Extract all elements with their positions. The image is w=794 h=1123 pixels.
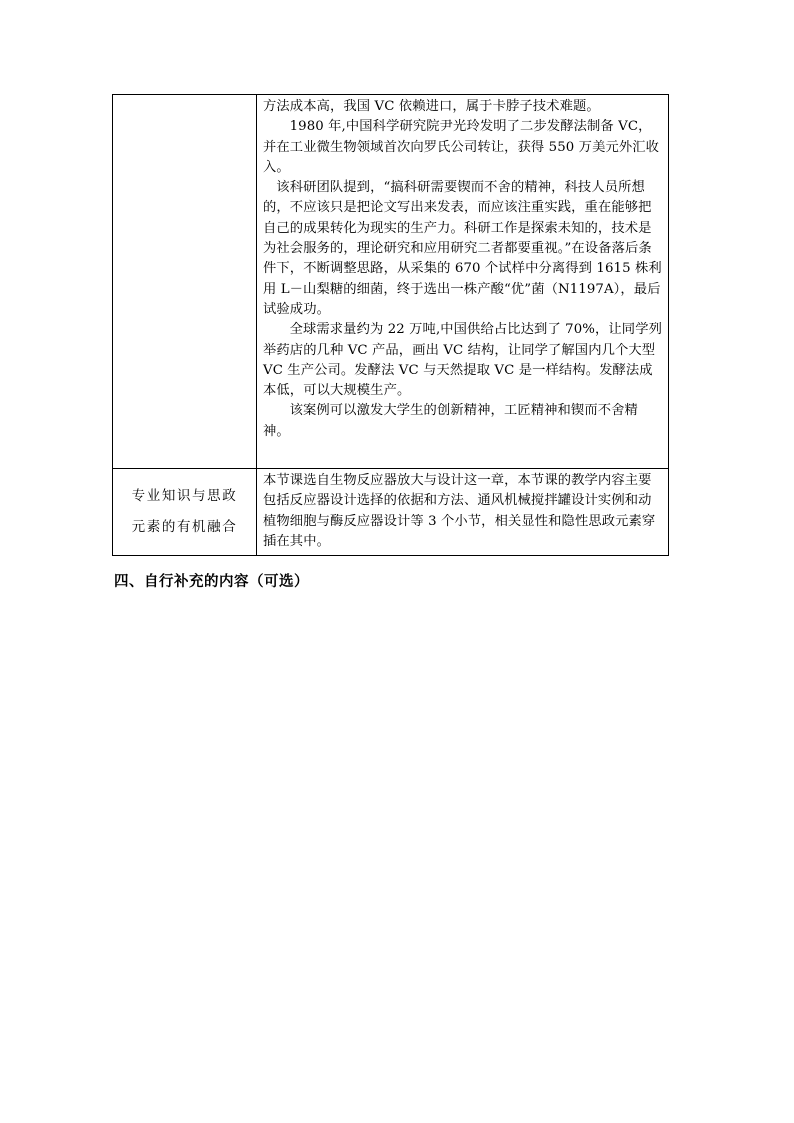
row-label-line: 元素的有机融合 — [131, 519, 238, 536]
integration-description-cell — [257, 469, 669, 556]
table-row — [113, 469, 669, 556]
case-description-cell — [257, 95, 669, 469]
section-heading: 四、自行补充的内容（可选） — [114, 574, 309, 590]
content-table — [112, 94, 669, 556]
paragraph: 该科研团队提到，“搞科研需要锲而不舍的精神，科技人员所想的，不应该只是把论文写出来发表，而应该注重实践，重在能够把自己的成果转化为现实的生产力。科研工作是探索未知的，技术是为社会服务的，理论研究和应用研究二者都要重视。”在设备落后条件下，不断调整思路，从采集的 670 个试样中分离得到 1615 株利用 L－山梨糖的细菌，终于选出一株产酸“优”菌（N1197A），最后试验成功。 — [263, 180, 662, 317]
paragraph: 1980 年,中国科学研究院尹光玲发明了二步发酵法制备 VC，并在工业微生物领域首次向罗氏公司转让，获得 550 万美元外汇收入。 — [263, 119, 660, 175]
table-row — [113, 95, 669, 469]
paragraph: 本节课选自生物反应器放大与设计这一章，本节课的教学内容主要包括反应器设计选择的依据和方法、通风机械搅拌罐设计实例和动植物细胞与酶反应器设计等 3 个小节，相关显性和隐性思政元素穿插在其中。 — [263, 473, 656, 549]
paragraph: 该案例可以激发大学生的创新精神，工匠精神和锲而不舍精神。 — [263, 403, 638, 439]
row-label-line: 专业知识与思政 — [131, 488, 238, 505]
paragraph: 方法成本高，我国 VC 依赖进口，属于卡脖子技术难题。 — [263, 99, 600, 114]
paragraph: 全球需求量约为 22 万吨,中国供给占比达到了 70%，让同学列举药店的几种 VC 产品，画出 VC 结构，让同学了解国内几个大型 VC 生产公司。发酵法 VC 与天然提取 VC 是一样结构。发酵法成本低，可以大规模生产。 — [263, 322, 663, 399]
row-label-cell — [113, 95, 257, 469]
row-label-cell — [113, 469, 257, 556]
